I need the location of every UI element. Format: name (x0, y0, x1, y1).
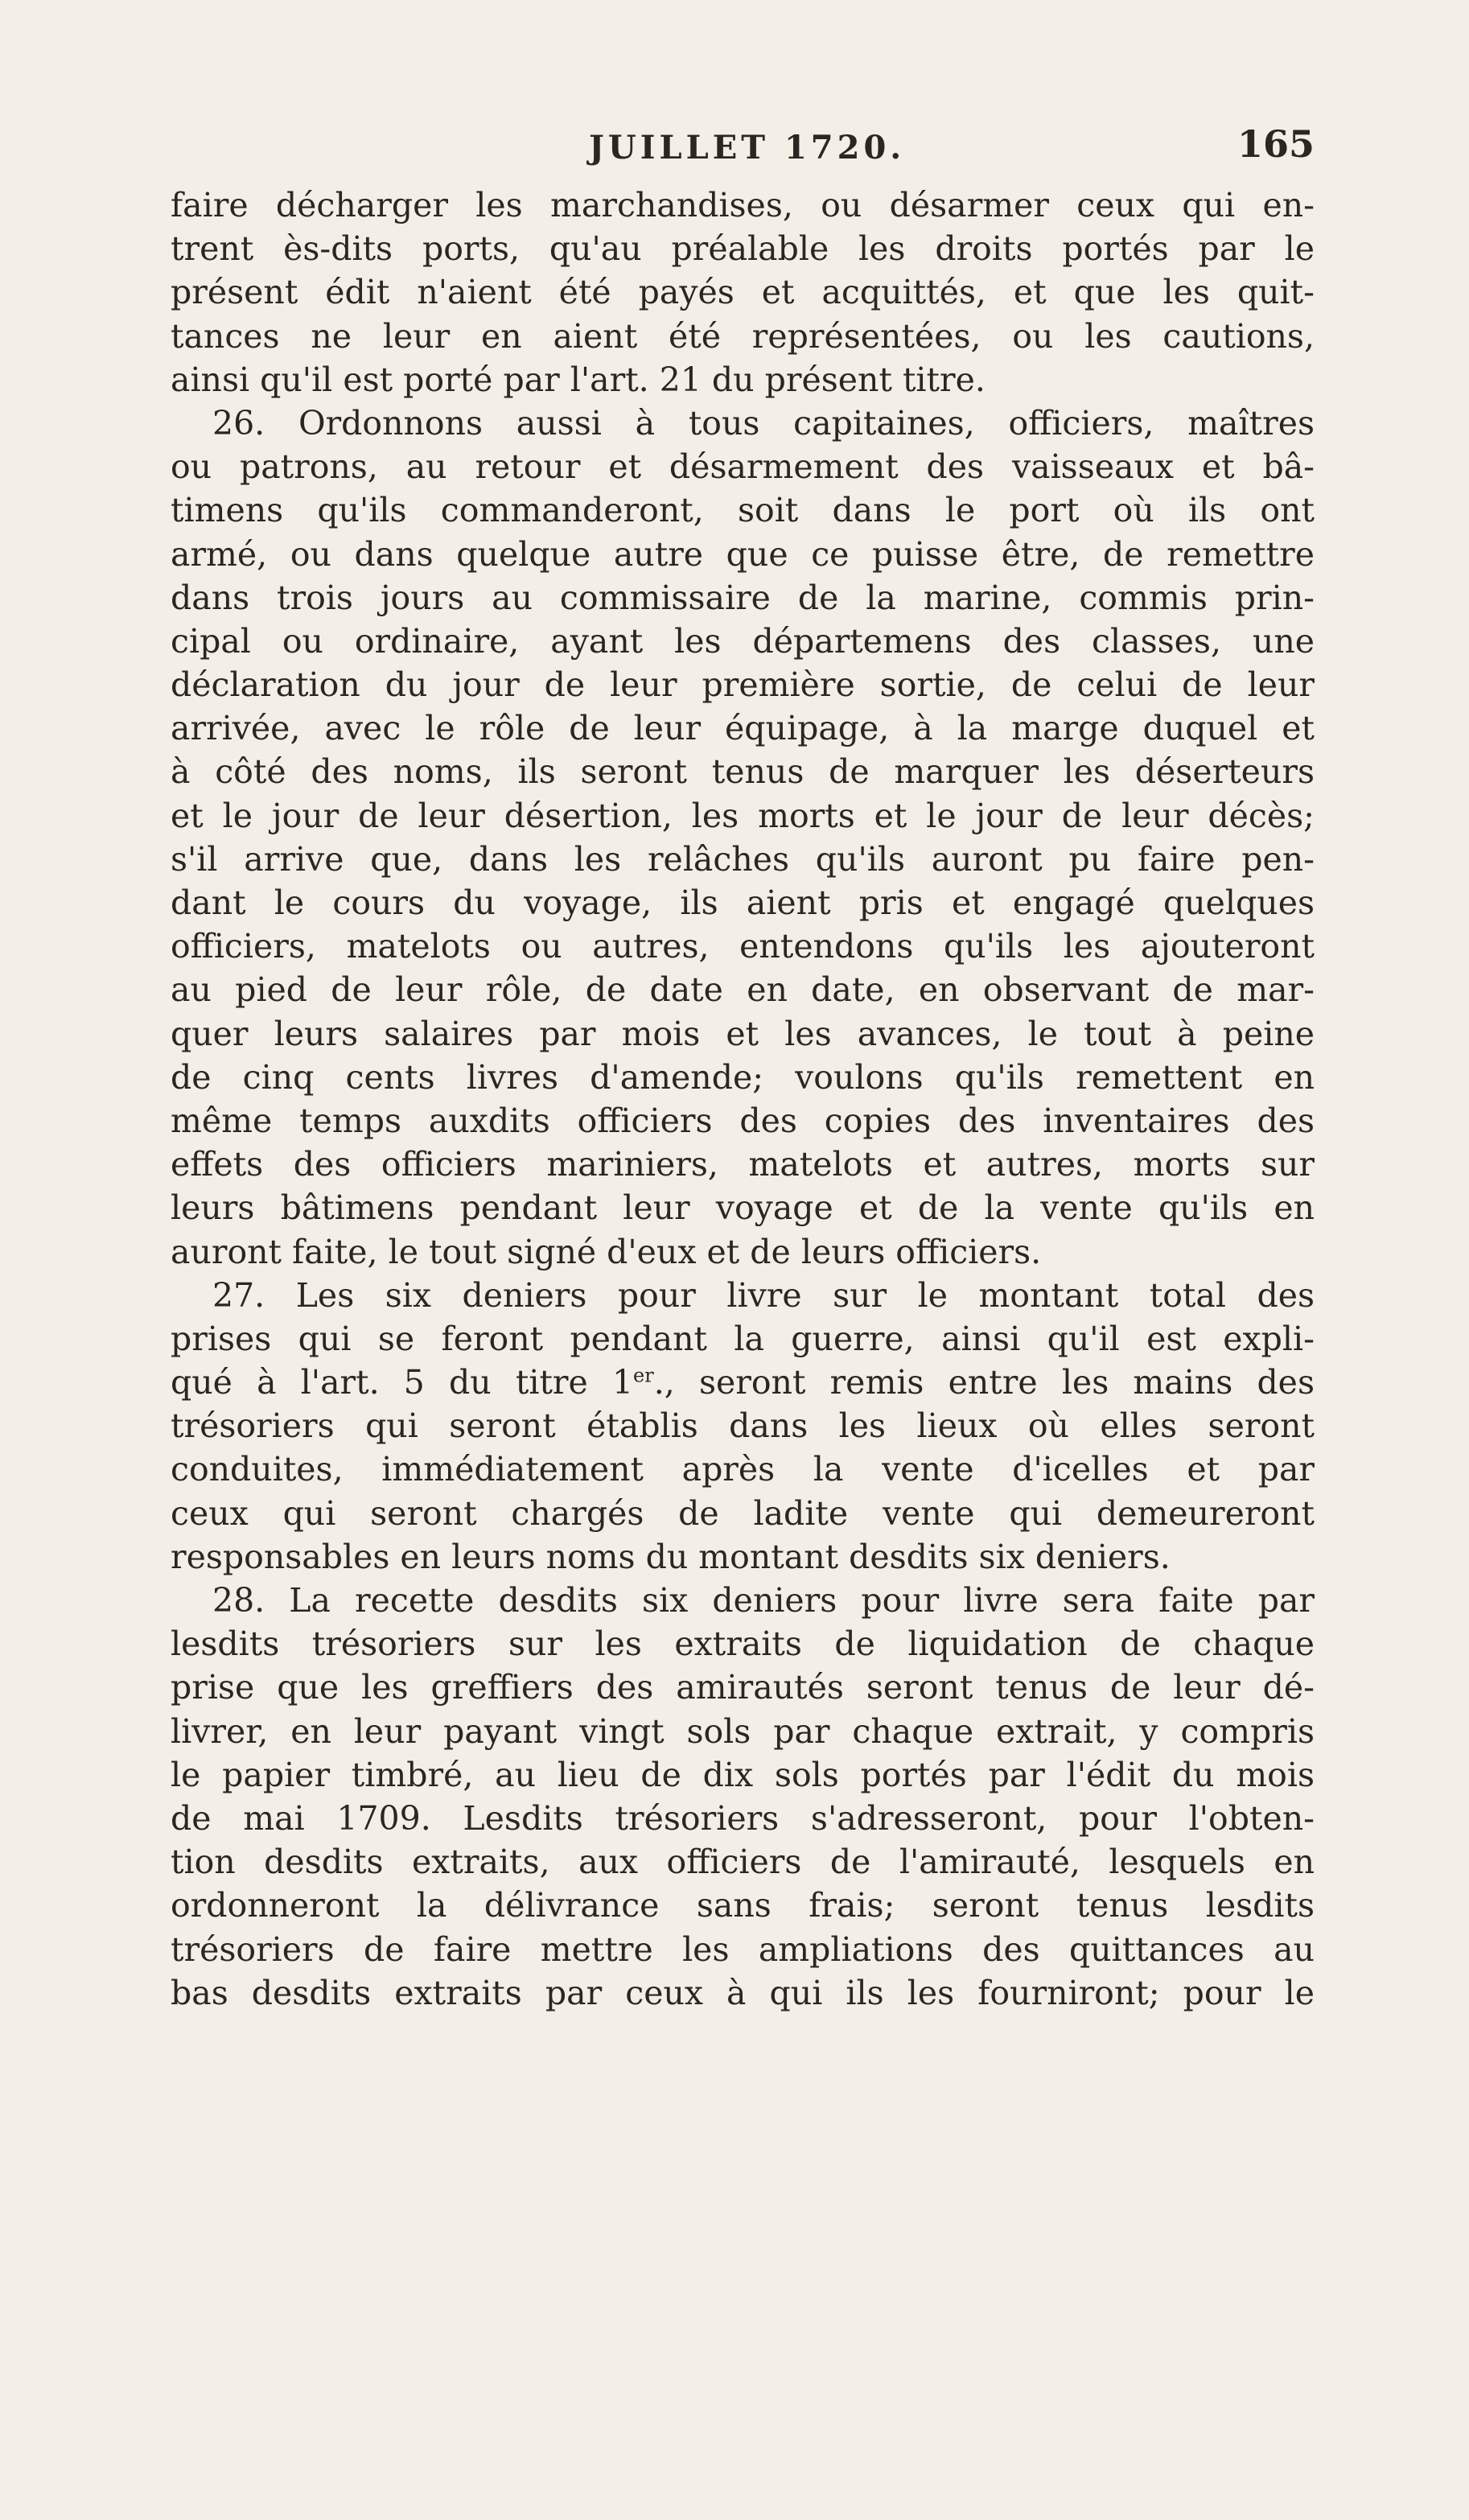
ordinal-superscript: er (633, 1364, 654, 1387)
text-line: s'il arrive que, dans les relâches qu'ils auront pu faire pen- (171, 839, 1315, 879)
text-line: le papier timbré, au lieu de dix sols portés par l'édit du mois (171, 1755, 1315, 1794)
text-line: effets des officiers mariniers, matelots et autres, morts sur (171, 1145, 1315, 1184)
text-line: et le jour de leur désertion, les morts et le jour de leur décès; (171, 796, 1315, 835)
text-line: de mai 1709. Lesdits trésoriers s'adresseront, pour l'obten- (171, 1798, 1315, 1838)
running-title: JUILLET 1720. (589, 129, 906, 167)
text-line: à côté des noms, ils seront tenus de marquer les déserteurs (171, 752, 1315, 792)
line-prefix: qué à l'art. 5 du titre 1 (171, 1363, 634, 1402)
text-line: armé, ou dans quelque autre que ce puisse être, de remettre (171, 534, 1315, 574)
text-line: faire décharger les marchandises, ou désarmer ceux qui en- (171, 186, 1315, 224)
text-line: quer leurs salaires par mois et les avances, le tout à peine (171, 1014, 1315, 1053)
text-line: conduites, immédiatement après la vente d'icelles et par (171, 1450, 1315, 1489)
text-line: tances ne leur en aient été représentées, ou les cautions, (171, 316, 1315, 356)
text-line: prise que les greffiers des amirautés seront tenus de leur dé- (171, 1668, 1315, 1707)
text-line: déclaration du jour de leur première sortie, de celui de leur (171, 665, 1315, 705)
text-line: tion desdits extraits, aux officiers de l'amirauté, lesquels en (171, 1843, 1315, 1882)
page-number: 165 (1237, 122, 1315, 166)
text-line: trent ès-dits ports, qu'au préalable les droits portés par le (171, 229, 1315, 269)
text-line: auront faite, le tout signé d'eux et de leurs officiers. (171, 1232, 1042, 1271)
text-line: officiers, matelots ou autres, entendons qu'ils les ajouteront (171, 927, 1315, 966)
text-line (171, 1361, 1315, 1404)
text-line: 28. La recette desdits six deniers pour livre sera faite par (212, 1581, 1315, 1620)
text-line: ou patrons, au retour et désarmement des vaisseaux et bâ- (171, 447, 1315, 487)
text-line: de cinq cents livres d'amende; voulons qu'ils remettent en (171, 1057, 1315, 1097)
text-line: responsables en leurs noms du montant desdits six deniers. (171, 1537, 1171, 1576)
text-line: ceux qui seront chargés de ladite vente qui demeureront (171, 1493, 1315, 1533)
text-line: trésoriers de faire mettre les ampliations des quittances au (171, 1929, 1315, 1969)
text-line: prises qui se feront pendant la guerre, ainsi qu'il est expli- (171, 1319, 1315, 1358)
body-text (171, 183, 1315, 2015)
text-line: arrivée, avec le rôle de leur équipage, à la marge duquel et (171, 709, 1315, 748)
text-line: 27. Les six deniers pour livre sur le montant total des (212, 1275, 1315, 1315)
text-line: leurs bâtimens pendant leur voyage et de la vente qu'ils en (171, 1188, 1315, 1228)
text-line: au pied de leur rôle, de date en date, en observant de mar- (171, 970, 1315, 1010)
page-header (171, 121, 1315, 177)
text-line: présent édit n'aient été payés et acquittés, et que les quit- (171, 273, 1315, 312)
text-line: même temps auxdits officiers des copies des inventaires des (171, 1101, 1315, 1140)
text-line: dant le cours du voyage, ils aient pris et engagé quelques (171, 883, 1315, 922)
text-line: livrer, en leur payant vingt sols par chaque extrait, y compris (171, 1711, 1315, 1751)
text-line: ainsi qu'il est porté par l'art. 21 du présent titre. (171, 360, 986, 399)
text-line: ordonneront la délivrance sans frais; seront tenus lesdits (171, 1886, 1315, 1925)
text-line: lesdits trésoriers sur les extraits de liquidation de chaque (171, 1624, 1315, 1664)
text-line: trésoriers qui seront établis dans les lieux où elles seront (171, 1406, 1315, 1446)
text-line: 26. Ordonnons aussi à tous capitaines, officiers, maîtres (212, 403, 1315, 443)
text-line: timens qu'ils commanderont, soit dans le port où ils ont (171, 491, 1315, 530)
text-line: dans trois jours au commissaire de la marine, commis prin- (171, 578, 1315, 617)
text-line: cipal ou ordinaire, ayant les départemens des classes, une (171, 621, 1315, 661)
line-suffix: ., seront remis entre les mains des (653, 1363, 1315, 1402)
text-line: bas desdits extraits par ceux à qui ils les fourniront; pour le (171, 1973, 1315, 2012)
